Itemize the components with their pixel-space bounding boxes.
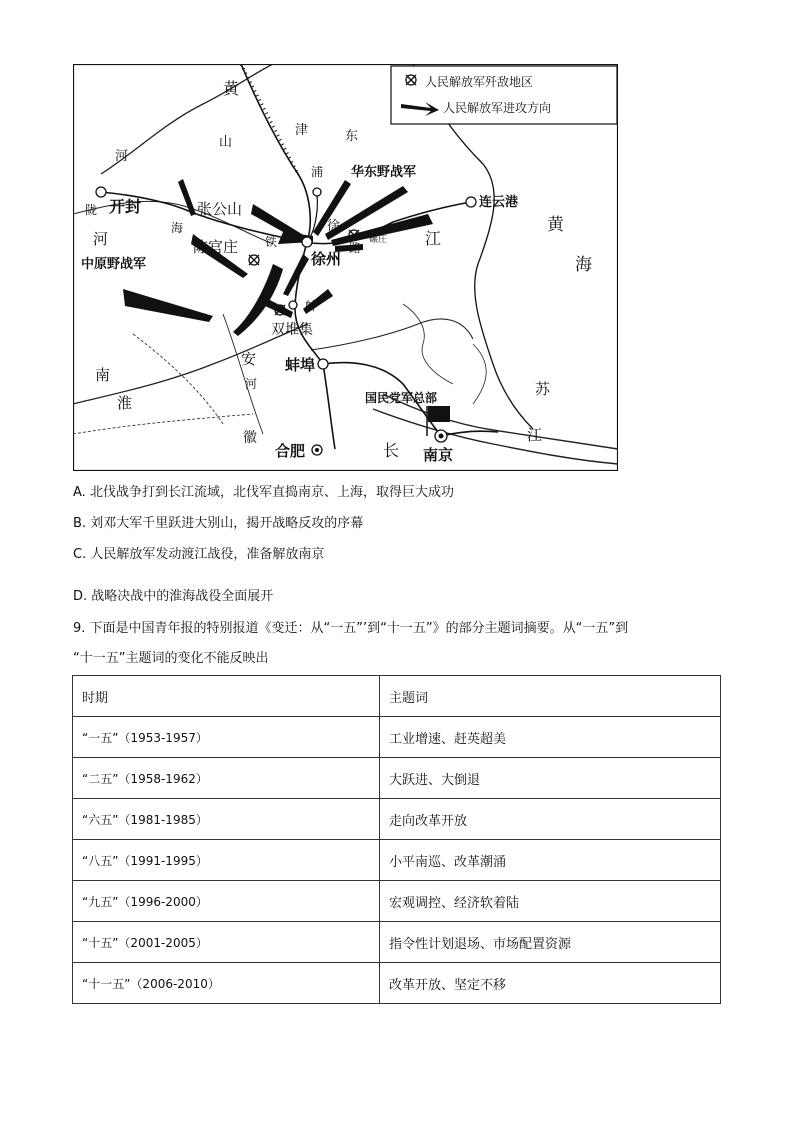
label-shan: 山 [219, 135, 233, 150]
label-zhanggongshan: 张公山 [197, 200, 243, 218]
label-pu: 浦 [311, 165, 324, 179]
question-line-1 [73, 621, 628, 637]
label-dong: 东 [345, 129, 359, 144]
label-huai: 淮 [117, 394, 133, 412]
label-hai: 海 [171, 221, 184, 235]
table-row [73, 963, 721, 1004]
label-xuzhou: 徐州 [311, 250, 342, 268]
theme-table [72, 675, 721, 1004]
label-zhongyuan-army: 中原野战军 [81, 257, 147, 272]
label-tie: 铁 [265, 235, 278, 249]
cell-period: “八五”（1991-1995） [73, 840, 380, 881]
label-chenguanzhuang: 陈官庄 [193, 238, 239, 256]
option-c [73, 547, 324, 563]
question-number: 9. [73, 621, 86, 636]
label-jiang-river: 江 [527, 426, 543, 444]
label-huadong-army: 华东野战军 [351, 165, 417, 180]
option-text: 战略决战中的淮海战役全面展开 [91, 589, 274, 604]
huaihai-campaign-map [73, 64, 618, 471]
label-nianzhuang: 碾庄 [369, 235, 388, 245]
header-period: 时期 [73, 676, 380, 717]
option-key: B. [73, 516, 87, 531]
label-bang: 蚌 [305, 299, 318, 313]
table-row [73, 840, 721, 881]
option-d [73, 589, 273, 605]
table-row [73, 922, 721, 963]
table-row [73, 881, 721, 922]
option-key: D. [73, 589, 88, 604]
label-hefei: 合肥 [275, 442, 306, 460]
label-kaifeng: 开封 [109, 197, 142, 216]
option-a [73, 485, 454, 501]
legend-enemy-area: 人民解放军歼敌地区 [425, 75, 534, 89]
label-bengbu: 蚌埠 [285, 356, 316, 374]
cell-theme: 宏观调控、经济软着陆 [380, 881, 721, 922]
cell-period: “一五”（1953-1957） [73, 717, 380, 758]
label-long: 陇 [85, 203, 98, 217]
label-hui: 徽 [243, 430, 257, 446]
label-xu: 徐 [327, 219, 341, 234]
option-key: A. [73, 485, 86, 500]
label-an: 安 [241, 350, 257, 368]
label-huanghai-hai: 海 [575, 255, 592, 275]
option-text: 刘邓大军千里跃进大别山，揭开战略反攻的序幕 [90, 516, 364, 531]
table-header-row [73, 676, 721, 717]
label-lianyungang: 连云港 [479, 195, 519, 210]
label-nanjing: 南京 [423, 446, 454, 464]
legend-attack-direction: 人民解放军进攻方向 [443, 101, 552, 115]
question-line-2 [73, 651, 268, 667]
option-text: 北伐战争打到长江流域，北伐军直捣南京、上海，取得巨大成功 [89, 485, 454, 500]
cell-period: “十一五”（2006-2010） [73, 963, 380, 1004]
label-jiang-province: 江 [425, 229, 442, 248]
label-he-river: 河 [115, 149, 129, 164]
label-huang: 黄 [223, 79, 240, 98]
cell-period: “六五”（1981-1985） [73, 799, 380, 840]
table-row [73, 758, 721, 799]
question-text-1: 下面是中国青年报的特别报道《变迁：从“一五”’到“十一五”》的部分主题词摘要。从“一五”到 [89, 621, 629, 636]
cell-theme: 工业增速、赶英超美 [380, 717, 721, 758]
label-nan: 南 [95, 366, 111, 384]
label-lu: 路 [349, 241, 362, 255]
label-huanghai-huang: 黄 [547, 215, 564, 235]
cell-period: “十五”（2001-2005） [73, 922, 380, 963]
cell-theme: 小平南巡、改革潮涌 [380, 840, 721, 881]
option-text: 人民解放军发动渡江战役，准备解放南京 [90, 547, 325, 562]
label-chang: 长 [383, 441, 400, 460]
label-he-province: 河 [93, 230, 109, 248]
option-b [73, 516, 363, 532]
table-row [73, 717, 721, 758]
header-theme: 主题词 [380, 676, 721, 717]
label-su: 苏 [535, 380, 551, 398]
cell-period: “二五”（1958-1962） [73, 758, 380, 799]
label-jin: 津 [295, 123, 309, 138]
cell-theme: 大跃进、大倒退 [380, 758, 721, 799]
cell-theme: 指令性计划退场、市场配置资源 [380, 922, 721, 963]
cell-period: “九五”（1996-2000） [73, 881, 380, 922]
question-text-2: “十一五”主题词的变化不能反映出 [73, 651, 269, 666]
label-he2: 河 [245, 377, 258, 391]
table-row [73, 799, 721, 840]
label-shuangduiji: 双堆集 [271, 322, 313, 338]
cell-theme: 改革开放、坚定不移 [380, 963, 721, 1004]
label-guomindang-hq: 国民党军总部 [365, 391, 438, 405]
cell-theme: 走向改革开放 [380, 799, 721, 840]
option-key: C. [73, 547, 87, 562]
